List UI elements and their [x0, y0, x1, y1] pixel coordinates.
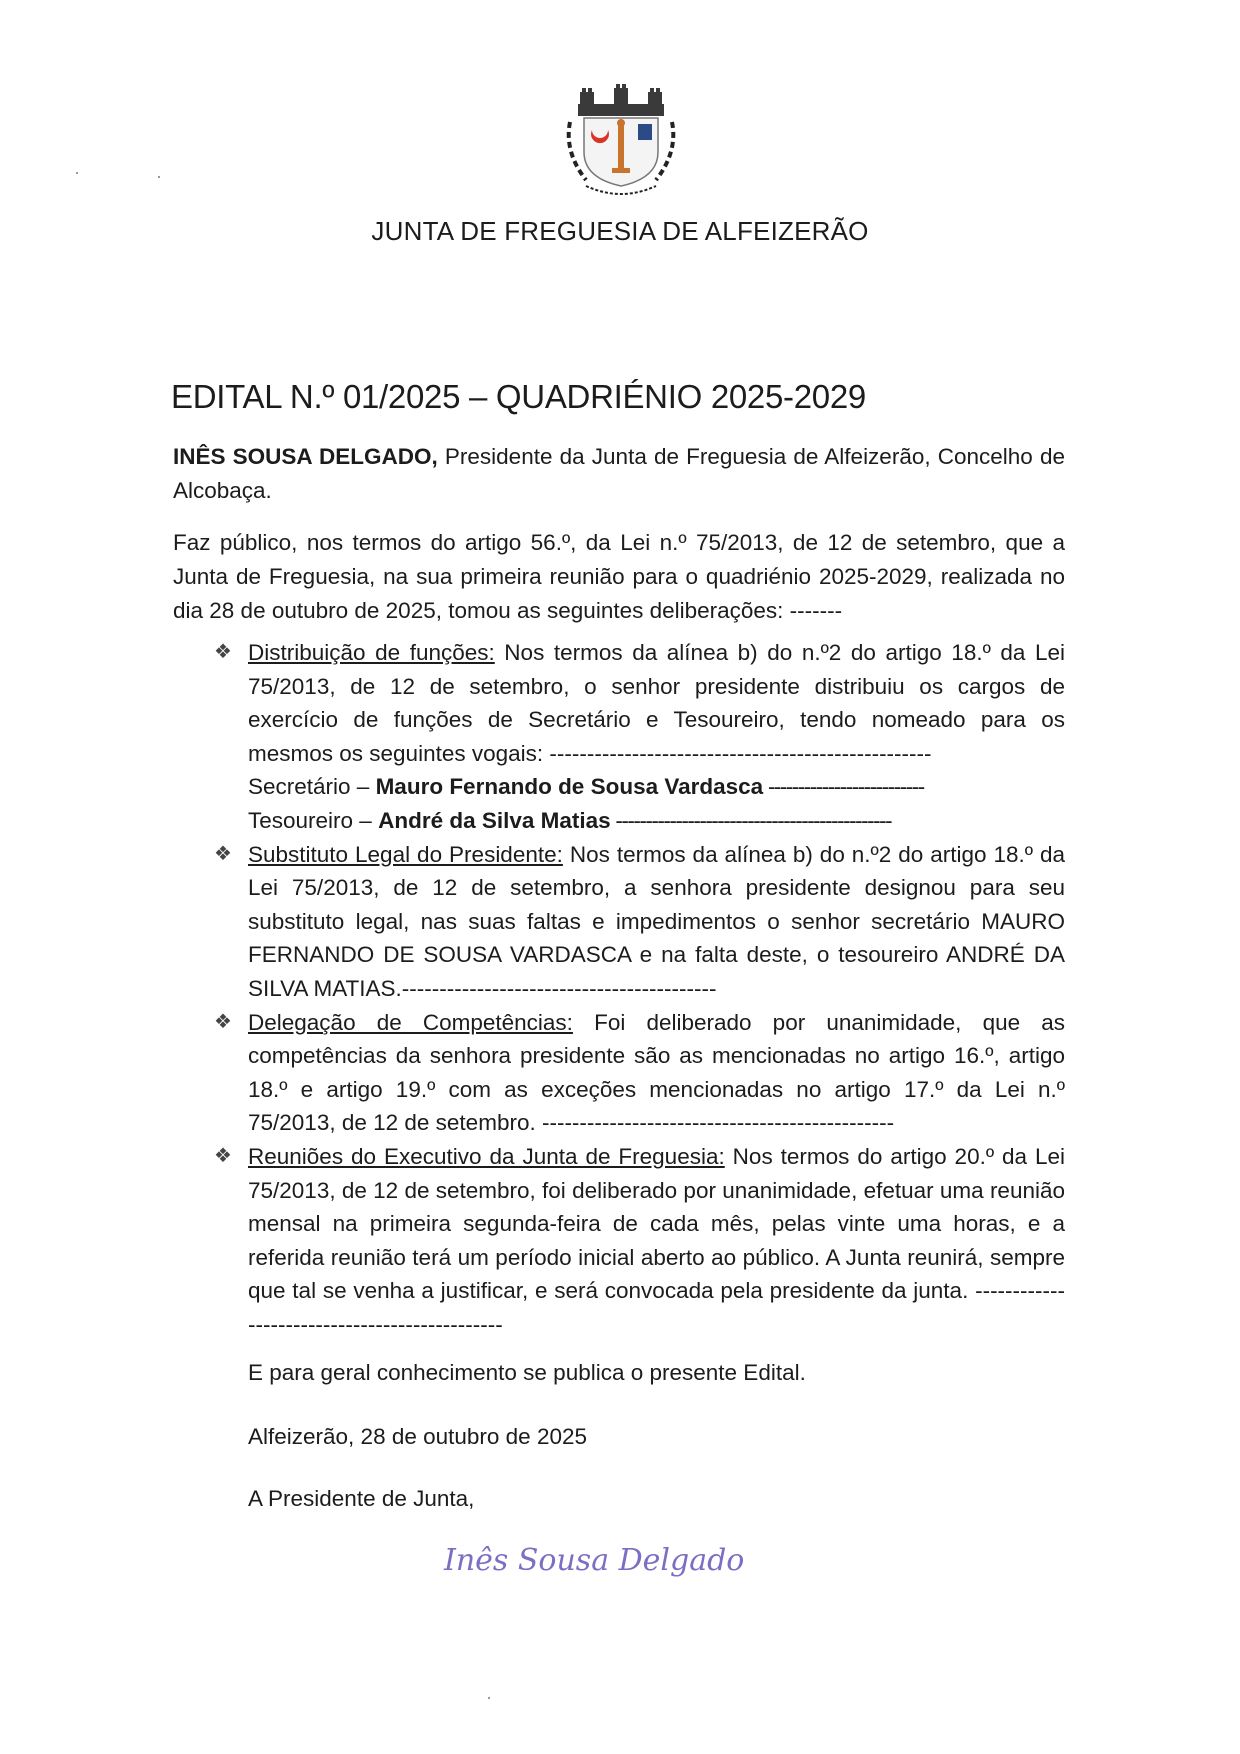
list-item — [210, 838, 1065, 1006]
diamond-bullet-icon: ❖ — [214, 842, 232, 865]
item-text: Nos termos da alínea b) do n.º2 do artigo 18.º da Lei 75/2013, de 12 de setembro, a senhora presidente designou para seu substituto legal, nas suas faltas e impedimentos o senhor secretário MAURO FERNANDO DE SOUSA VARDASCA e na falta deste, o tesoureiro ANDRÉ DA SILVA MATIAS.------------------------------------------ — [248, 841, 1065, 1001]
signature-text: Inês Sousa Delgado — [444, 1543, 745, 1578]
scan-speck — [158, 176, 160, 178]
item-heading: Reuniões do Executivo da Junta de Freguesia: — [248, 1143, 725, 1169]
item-heading: Distribuição de funções: — [248, 640, 495, 665]
closing-statement: E para geral conhecimento se publica o presente Edital. — [248, 1360, 806, 1385]
item-text: Foi deliberado por unanimidade, que as competências da senhora presidente são as mencionadas no artigo 16.º, artigo 18.º e artigo 19.º com as exceções mencionadas no artigo 17.º da Lei n.º 75/2013, de 12 de setembro. ----------------------------------------------- — [248, 1009, 1065, 1136]
scan-speck — [76, 172, 78, 174]
diamond-bullet-icon: ❖ — [214, 1010, 232, 1033]
organization-name: JUNTA DE FREGUESIA DE ALFEIZERÃO — [371, 216, 869, 246]
coat-of-arms-icon — [556, 82, 686, 200]
item-text: Nos termos do artigo 20.º da Lei 75/2013, de 12 de setembro, foi deliberado por unanimidade, efetuar uma reunião mensal na primeira segunda-feira de cada mês, pelas vinte uma horas, e a referida reunião terá um período inicial aberto ao público. A Junta reunirá, sempre que tal se venha a justificar, e será convocada pela presidente da junta. ---------------------------------------------- — [248, 1143, 1065, 1337]
scan-speck — [488, 1697, 490, 1699]
role-line — [248, 804, 1065, 838]
intro-text: Presidente da Junta de Freguesia de Alfeizerão, Concelho de Alcobaça. — [173, 444, 1065, 503]
role-label: Tesoureiro – — [248, 807, 379, 833]
list-item — [210, 1006, 1065, 1140]
role-label: Secretário – — [248, 774, 376, 800]
item-heading: Delegação de Competências: — [248, 1009, 573, 1035]
edital-title: EDITAL N.º 01/2025 – QUADRIÉNIO 2025-2029 — [171, 378, 866, 415]
intro-paragraph — [173, 440, 1065, 508]
president-name: INÊS SOUSA DELGADO, — [173, 444, 438, 469]
preamble-paragraph: Faz público, nos termos do artigo 56.º, da Lei n.º 75/2013, de 12 de setembro, que a Junta de Freguesia, na sua primeira reunião para o quadriénio 2025-2029, realizada no dia 28 de outubro de 2025, tomou as seguintes deliberações: ------- — [173, 530, 1065, 623]
list-item — [210, 636, 1065, 838]
dash-filler: -------------------------- — [763, 774, 924, 800]
dash-filler: ---------------------------------------------- — [610, 807, 892, 833]
role-holder-name: André da Silva Matias — [378, 807, 611, 833]
role-line — [248, 770, 1065, 804]
diamond-bullet-icon: ❖ — [214, 641, 232, 663]
item-text: Nos termos da alínea b) do n.º2 do artigo 18.º da Lei 75/2013, de 12 de setembro, o senhor presidente distribuiu os cargos de exercício de funções de Secretário e Tesoureiro, tendo nomeado para os mesmos os seguintes vogais: --------------------------------------------------- — [248, 640, 1065, 766]
deliberations-list — [210, 636, 1065, 1341]
role-holder-name: Mauro Fernando de Sousa Vardasca — [375, 774, 764, 800]
list-item — [210, 1140, 1065, 1342]
signatory-label: A Presidente de Junta, — [248, 1486, 475, 1511]
handwritten-signature — [440, 1530, 790, 1600]
place-date: Alfeizerão, 28 de outubro de 2025 — [248, 1424, 588, 1449]
item-heading: Substituto Legal do Presidente: — [248, 841, 563, 867]
diamond-bullet-icon: ❖ — [214, 1144, 232, 1167]
